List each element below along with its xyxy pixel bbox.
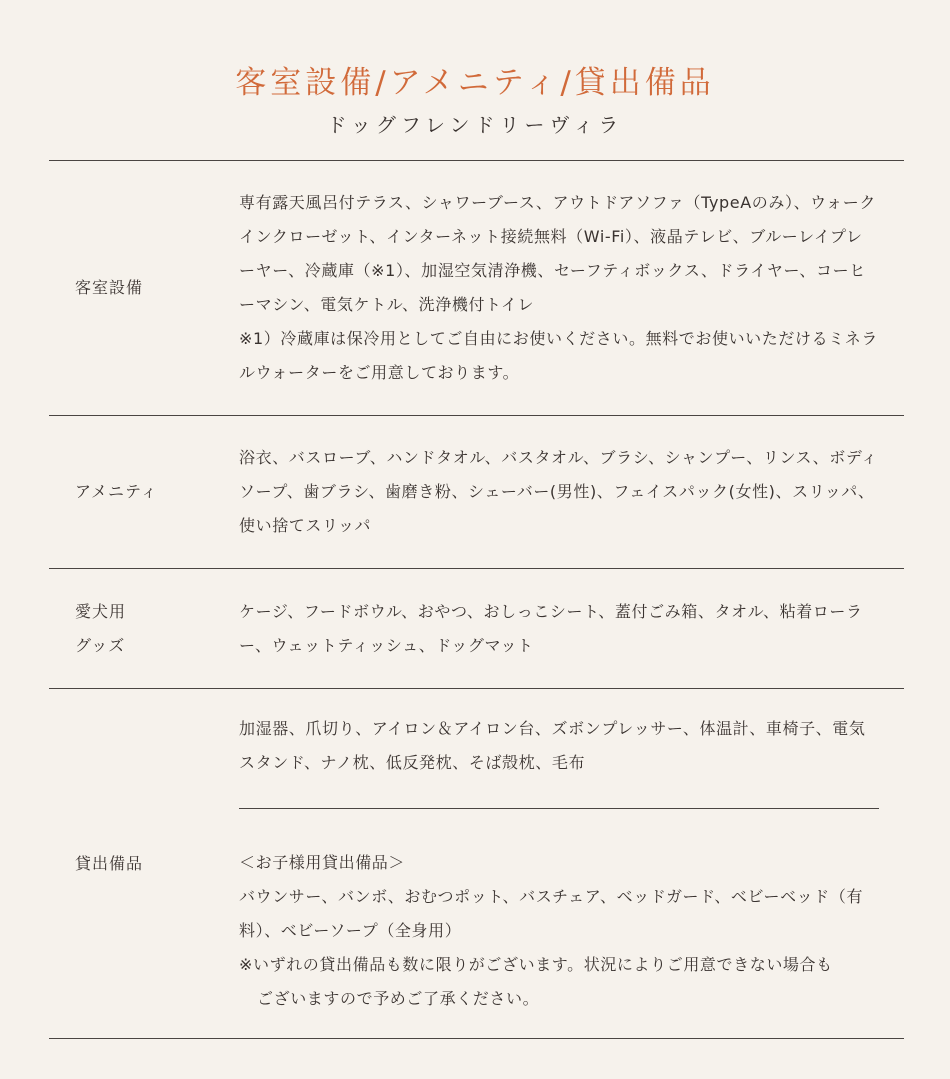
rental-note-line1: ※いずれの貸出備品も数に限りがございます。状況によりご用意できない場合も	[239, 954, 833, 974]
facilities-table	[49, 160, 904, 1039]
page-header	[0, 62, 950, 140]
rental-items-list: 加湿器、爪切り、アイロン＆アイロン台、ズボンプレッサー、体温計、車椅子、電気スタンド、ナノ枕、低反発枕、そば殻枕、毛布	[239, 718, 866, 772]
rental-note-line2: ございますので予めご了承ください。	[257, 988, 540, 1008]
table-row-room-equipment	[49, 161, 904, 416]
rental-divider	[239, 808, 879, 809]
room-equipment-list: 専有露天風呂付テラス、シャワーブース、アウトドアソファ（TypeAのみ）、ウォークインクローゼット、インターネット接続無料（Wi-Fi）、液晶テレビ、ブルーレイプレーヤー、冷蔵庫（※1）、加湿空気清浄機、セーフティボックス、ドライヤー、コーヒーマシン、電気ケトル、洗浄機付トイレ	[239, 193, 876, 314]
page-subtitle: ドッグフレンドリーヴィラ	[326, 113, 624, 137]
row-content-rental-items	[239, 712, 879, 1016]
row-label-rental-items: 貸出備品	[75, 853, 144, 873]
dog-goods-list: ケージ、フードボウル、おやつ、おしっこシート、蓋付ごみ箱、タオル、粘着ローラー、ウェットティッシュ、ドッグマット	[239, 601, 863, 655]
kids-rental-list: バウンサー、バンボ、おむつポット、バスチェア、ベッドガード、ベビーベッド（有料）、ベビーソープ（全身用）	[239, 886, 864, 940]
row-label-dog-goods-line1: 愛犬用	[75, 601, 127, 621]
row-label-dog-goods	[49, 595, 239, 663]
page-title: 客室設備/アメニティ/貸出備品	[235, 65, 715, 101]
row-label-room-equipment: 客室設備	[75, 278, 144, 297]
kids-rental-heading: ＜お子様用貸出備品＞	[239, 852, 406, 872]
table-row-rental-items	[49, 689, 904, 1039]
row-label-amenities: アメニティ	[75, 482, 158, 501]
amenities-list: 浴衣、バスローブ、ハンドタオル、バスタオル、ブラシ、シャンプー、リンス、ボディソープ、歯ブラシ、歯磨き粉、シェーバー(男性)、フェイスパック(女性)、スリッパ、使い捨てスリッパ	[239, 448, 878, 535]
row-label-dog-goods-line2: グッズ	[75, 635, 126, 655]
row-content-dog-goods	[239, 595, 879, 663]
table-row-amenities	[49, 416, 904, 569]
room-equipment-note: ※1）冷蔵庫は保冷用としてご自由にお使いください。無料でお使いいただけるミネラルウォーターをご用意しております。	[239, 329, 878, 382]
row-content-amenities	[239, 441, 879, 543]
row-content-room-equipment	[239, 186, 879, 390]
table-row-dog-goods	[49, 569, 904, 689]
